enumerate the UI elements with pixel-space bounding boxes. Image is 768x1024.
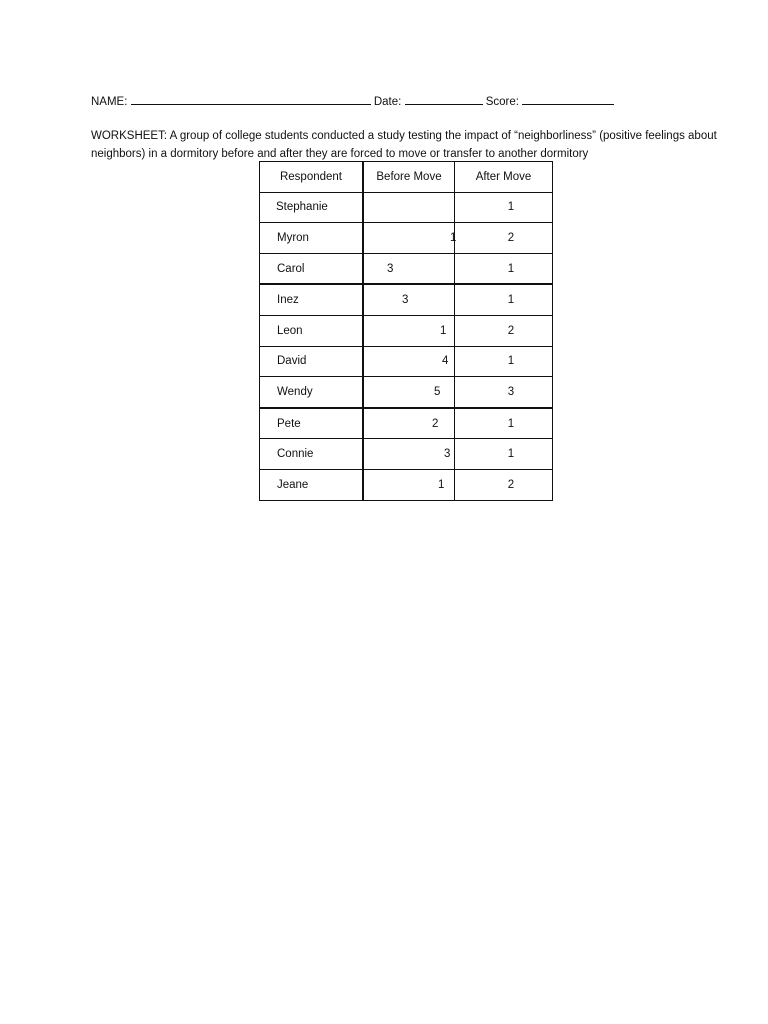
- after-move-cell: 3: [455, 377, 553, 408]
- header-line: [91, 94, 614, 108]
- column-header-before-move: Before Move: [363, 162, 455, 193]
- after-move-cell: 1: [455, 192, 553, 223]
- before-move-value: 5: [434, 385, 441, 398]
- after-move-cell: 1: [455, 253, 553, 284]
- before-move-cell: [363, 284, 455, 315]
- before-move-value: 1: [450, 231, 457, 244]
- after-move-cell: 1: [455, 439, 553, 470]
- column-header-respondent: Respondent: [260, 162, 364, 193]
- before-move-value: 2: [432, 417, 439, 430]
- before-move-cell: [363, 377, 455, 408]
- after-move-cell: 2: [455, 469, 553, 500]
- before-move-value: 1: [440, 324, 447, 337]
- table-row: [260, 408, 553, 439]
- respondent-cell: Jeane: [260, 469, 364, 500]
- before-move-cell: [363, 192, 455, 223]
- before-move-cell: [363, 408, 455, 439]
- table-row: [260, 346, 553, 377]
- after-move-cell: 2: [455, 223, 553, 254]
- before-move-cell: [363, 253, 455, 284]
- respondent-cell: Carol: [260, 253, 364, 284]
- table-row: [260, 469, 553, 500]
- name-field[interactable]: [131, 94, 371, 105]
- before-move-value: 1: [438, 478, 445, 491]
- respondent-cell: David: [260, 346, 364, 377]
- before-move-value: 3: [444, 448, 451, 461]
- before-move-value: 3: [387, 262, 394, 275]
- column-header-after-move: After Move: [455, 162, 553, 193]
- respondent-cell: Myron: [260, 223, 364, 254]
- score-field[interactable]: [522, 94, 614, 105]
- before-move-value: 4: [442, 355, 449, 368]
- table-row: [260, 223, 553, 254]
- worksheet-description: WORKSHEET: A group of college students conducted a study testing the impact of “neighborliness” (positive feelings about neighbors) in a dormitory before and after they are forced to move or transfer to another dormitory: [91, 130, 717, 160]
- before-move-cell: [363, 223, 455, 254]
- before-move-cell: [363, 315, 455, 346]
- score-label: Score:: [485, 96, 519, 108]
- table-row: [260, 377, 553, 408]
- respondent-cell: Wendy: [260, 377, 364, 408]
- after-move-cell: 1: [455, 346, 553, 377]
- table-row: [260, 284, 553, 315]
- before-move-value: 3: [402, 294, 409, 307]
- date-label: Date:: [373, 96, 402, 108]
- after-move-cell: 1: [455, 408, 553, 439]
- table-row: [260, 253, 553, 284]
- after-move-cell: 2: [455, 315, 553, 346]
- name-label: NAME:: [91, 96, 128, 108]
- after-move-cell: 1: [455, 284, 553, 315]
- table-row: [260, 439, 553, 470]
- table-row: [260, 315, 553, 346]
- data-table: [259, 161, 553, 501]
- before-move-cell: [363, 439, 455, 470]
- before-move-cell: [363, 346, 455, 377]
- respondent-cell: Inez: [260, 284, 364, 315]
- table-header-row: [260, 162, 553, 193]
- before-move-cell: [363, 469, 455, 500]
- respondent-cell: Pete: [260, 408, 364, 439]
- respondent-cell: Connie: [260, 439, 364, 470]
- respondent-cell: Leon: [260, 315, 364, 346]
- date-field[interactable]: [405, 94, 483, 105]
- respondent-cell: Stephanie: [260, 192, 364, 223]
- table-row: [260, 192, 553, 223]
